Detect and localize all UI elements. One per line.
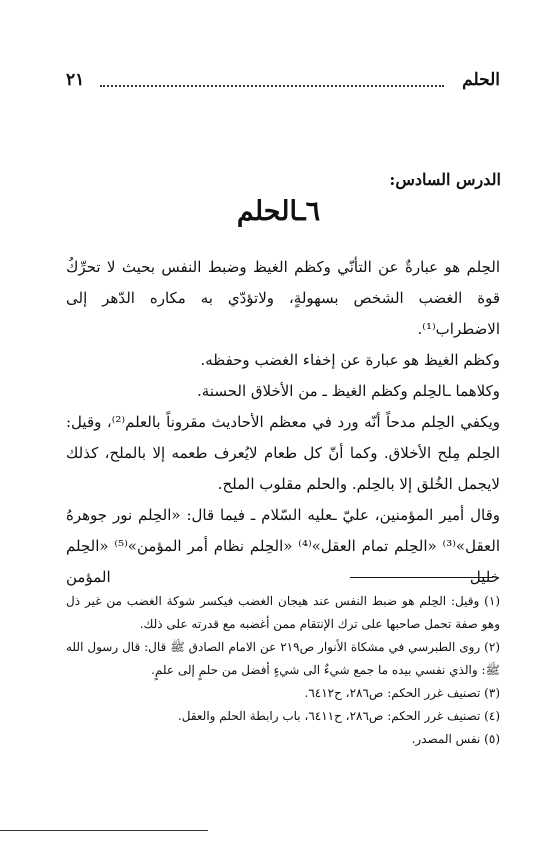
paragraph: الحِلم هو عبارةٌ عن التأنّي وكظم الغيظ وضبط النفس بحيث لا تحرِّكُ قوة الغضب الشخص بسهولةٍ، ولاتؤدّي به مكاره الدّهر إلى الاضطراب⁽¹⁾. <box>66 258 500 338</box>
footnotes <box>66 590 500 751</box>
paragraph: وقال أمير المؤمنين، عليّ ـعليه السّلام ـ فيما قال: «الحِلم نور جوهرهُ العقل»⁽³⁾ «الحِلم تمام العقل»⁽⁴⁾ «الحِلم نظام أمر المؤمن»⁽⁵⁾ «الحِلم خليل المؤمن <box>66 506 501 586</box>
footnote: (٣) تصنيف غرر الحكم: ص٢٨٦، ح٦٤١٢. <box>304 686 500 700</box>
footnote: (٥) نفس المصدر. <box>411 732 500 746</box>
bottom-edge-line <box>0 830 208 831</box>
lesson-label: الدرس السادس: <box>389 170 501 189</box>
paragraph: وكظم الغيظ هو عبارة عن إخفاء الغضب وحفظه. <box>200 351 500 369</box>
page-number: ٢١ <box>66 70 85 90</box>
header-title: الحلم <box>462 70 500 90</box>
chapter-title: ٦ـالحلم <box>236 196 321 227</box>
footnote: (١) وقيل: الحِلم هو ضبط النفس عند هيجان الغضب فيكسر شوكة الغضب من غير ذل وهو صفة تحمل صاحبها على ترك الإنتقام ممن أغضبه مع قدرته على ذلك. <box>66 594 500 631</box>
footnote: (٢) روى الطبرسي في مشكاة الأنوار ص٢١٩ عن الامام الصادق ﷺ قال: قال رسول الله ﷺ: والذي نفسي بيده ما جمع شيءٌ الى شيءٍ أفضل من حلمٍ إلى علمٍ. <box>66 640 500 677</box>
running-header <box>66 70 500 94</box>
footnote-separator <box>350 577 493 578</box>
main-text <box>66 252 500 593</box>
paragraph: ويكفي الحِلم مدحاً أنّه ورد في معظم الأحاديث مقروناً بالعلم⁽²⁾، وقيل: الحِلم مِلح الأخلاق. وكما أنّ كل طعام لايُعرف طعمه إلا بالملح، كذلك لايجمل الخُلق إلا بالحِلم. والحلم مقلوب الملح. <box>66 413 500 493</box>
footnote: (٤) تصنيف غرر الحكم: ص٢٨٦، ح٦٤١١، باب رابطة الحلم والعقل. <box>177 709 500 723</box>
header-dot-leader <box>100 85 444 87</box>
paragraph: وكلاهما ـالحِلم وكظم الغيظ ـ من الأخلاق الحسنة. <box>196 382 500 400</box>
